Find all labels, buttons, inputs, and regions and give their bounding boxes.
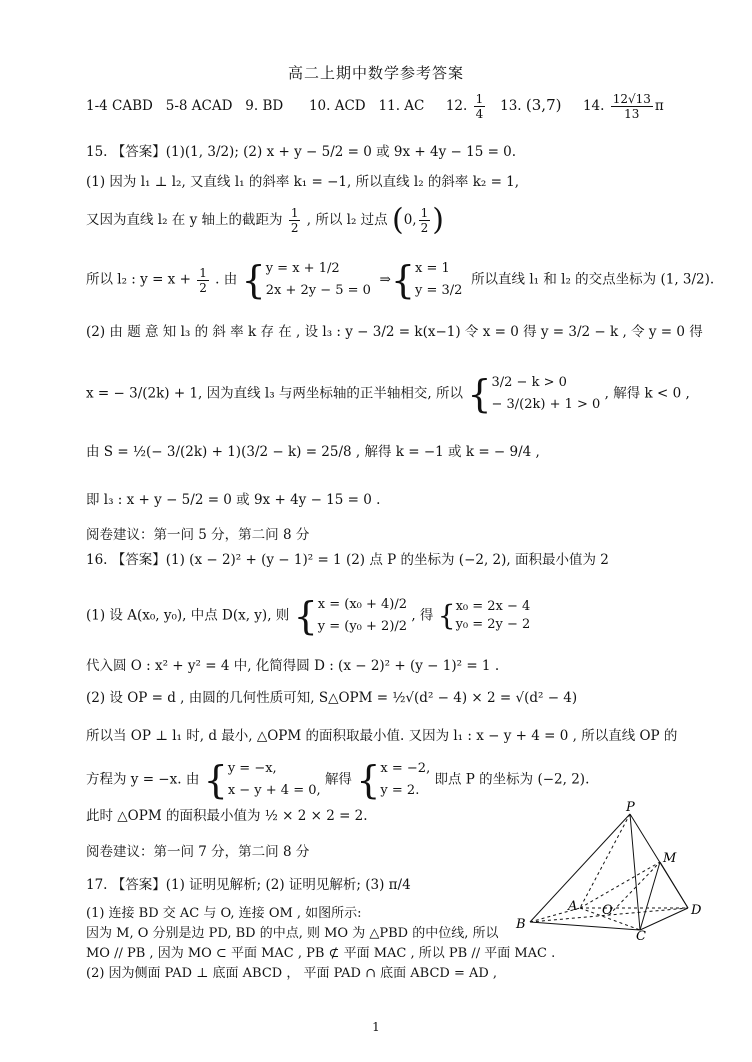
label-M: M bbox=[663, 851, 677, 866]
answer-13: (3,7) bbox=[525, 96, 562, 114]
answer-11: 11. AC bbox=[378, 98, 425, 114]
q15-grading: 阅卷建议：第一问 5 分，第二问 8 分 bbox=[86, 527, 310, 543]
q15-line-3: 所以 l₂ : y = x + $\frac{1}{2}$ . 由 { y = x + 1/2 2x + 2y − 5 = 0 ⇒{ x = 1 y = 3/2 所以直线 l₁ 和 l₂ 的交点坐标为 (1, 3/2). bbox=[86, 258, 715, 302]
q17-line-4: (2) 因为侧面 PAD ⊥ 底面 ABCD ， 平面 PAD ∩ 底面 ABCD = AD , bbox=[86, 966, 498, 981]
q16-line-4: 所以当 OP ⊥ l₁ 时, d 最小, △OPM 的面积取最小值. 又因为 l₁ : x − y + 4 = 0 , 所以直线 OP 的 bbox=[86, 728, 678, 744]
page-number: 1 bbox=[372, 1020, 380, 1034]
answer-14: $\frac{12√13}{13}$ bbox=[612, 92, 651, 121]
answers-line: 1-4 CABD 5-8 ACAD 9. BD 10. ACD 11. AC 12. $\frac{1}{4}$ 13. (3,7) 14. $\frac{12√13}{13}$ π bbox=[86, 92, 664, 121]
edge-CD bbox=[640, 908, 688, 930]
q16-line-5: 方程为 y = −x. 由 { y = −x, x − y + 4 = 0, 解得 { x = −2, y = 2. 即点 P 的坐标为 (−2, 2). bbox=[86, 758, 590, 802]
q15-line-1: (1) 因为 l₁ ⊥ l₂, 又直线 l₁ 的斜率 k₁ = −1, 所以直线 l₂ 的斜率 k₂ = 1, bbox=[86, 174, 520, 190]
q17-line-2: 因为 M, O 分别是边 PD, BD 的中点, 则 MO 为 △PBD 的中位线, 所以 bbox=[86, 926, 499, 941]
label-13: 13. bbox=[500, 98, 522, 114]
q16-answer: 16. 【答案】(1) (x − 2)² + (y − 1)² = 1 (2) 点 P 的坐标为 (−2, 2), 面积最小值为 2 bbox=[86, 552, 609, 568]
q15-line-5: x = − 3/(2k) + 1, 因为直线 l₃ 与两坐标轴的正半轴相交, 所以 { 3/2 − k > 0 − 3/(2k) + 1 > 0 , 解得 k < 0 , bbox=[86, 372, 690, 416]
answer-1-4: 1-4 CABD bbox=[86, 98, 153, 114]
page-title: 高二上期中数学参考答案 bbox=[287, 64, 464, 82]
label-D: D bbox=[691, 903, 702, 918]
q15-line-7: 即 l₃ : x + y − 5/2 = 0 或 9x + 4y − 15 = 0 . bbox=[86, 492, 381, 508]
label-C: C bbox=[636, 929, 646, 940]
q16-grading: 阅卷建议：第一问 7 分，第二问 8 分 bbox=[86, 844, 310, 860]
pyramid-figure bbox=[512, 800, 712, 940]
q16-line-3: (2) 设 OP = d , 由圆的几何性质可知, S△OPM = ½√(d² − 4) × 2 = √(d² − 4) bbox=[86, 690, 578, 706]
answer-9: 9. BD bbox=[245, 98, 284, 114]
q15-answer: 15. 【答案】(1)(1, 3/2); (2) x + y − 5/2 = 0 或 9x + 4y − 15 = 0. bbox=[86, 144, 517, 160]
answer-10: 10. ACD bbox=[308, 98, 366, 114]
q16-line-6: 此时 △OPM 的面积最小值为 ½ × 2 × 2 = 2. bbox=[86, 808, 368, 824]
label-B: B bbox=[516, 917, 526, 932]
label-O: O bbox=[602, 903, 613, 918]
q17-line-3: MO // PB , 因为 MO ⊂ 平面 MAC , PB ⊄ 平面 MAC , 所以 PB // 平面 MAC . bbox=[86, 946, 556, 961]
edge-PA bbox=[580, 814, 630, 908]
label-14: 14. bbox=[582, 98, 605, 114]
answer-5-8: 5-8 ACAD bbox=[165, 98, 233, 114]
q17-answer: 17. 【答案】(1) 证明见解析; (2) 证明见解析; (3) π/4 bbox=[86, 877, 411, 893]
label-P: P bbox=[626, 800, 635, 815]
q15-line-4: (2) 由 题 意 知 l₃ 的 斜 率 k 存 在 , 设 l₃ : y − 3/2 = k(x−1) 令 x = 0 得 y = 3/2 − k , 令 y = 0 得 bbox=[86, 324, 703, 340]
edge-PB bbox=[530, 814, 630, 922]
q15-line-6: 由 S = ½(− 3/(2k) + 1)(3/2 − k) = 25/8 , 解得 k = −1 或 k = − 9/4 , bbox=[86, 444, 540, 460]
q17-line-1: (1) 连接 BD 交 AC 与 O, 连接 OM , 如图所示: bbox=[86, 906, 362, 921]
q16-line-1: (1) 设 A(x₀, y₀), 中点 D(x, y), 则 { x = (x₀ + 4)/2 y = (y₀ + 2)/2 , 得 { x₀ = 2x − 4 y₀ = 2y − 2 bbox=[86, 594, 531, 638]
q15-line-2: 又因为直线 l₂ 在 y 轴上的截距为 $\frac{1}{2}$ , 所以 l₂ 过点 (0, $\frac{1}{2}$ ) bbox=[86, 202, 444, 238]
edge-BC bbox=[530, 922, 640, 930]
q16-line-2: 代入圆 O : x² + y² = 4 中, 化简得圆 D : (x − 2)² + (y − 1)² = 1 . bbox=[86, 658, 500, 674]
label-12: 12. bbox=[445, 98, 468, 114]
label-A: A bbox=[568, 899, 578, 914]
answer-12: $\frac{1}{4}$ bbox=[475, 92, 484, 121]
